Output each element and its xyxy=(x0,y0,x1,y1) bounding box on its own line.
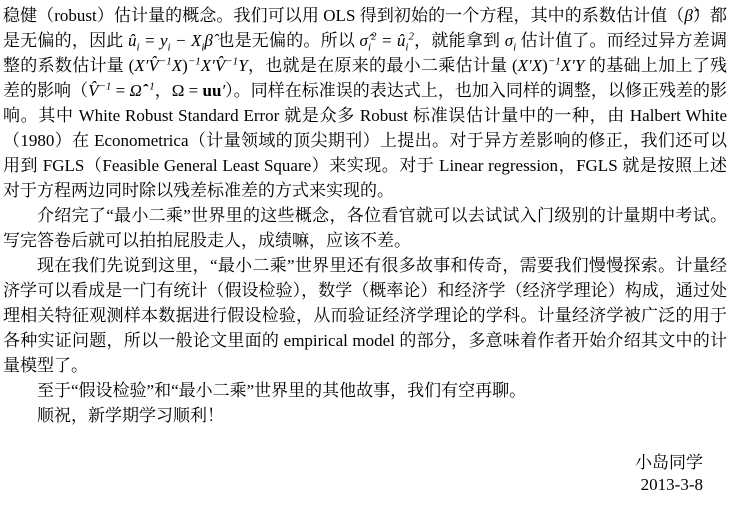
paragraph xyxy=(3,403,727,428)
text-run: X′X xyxy=(517,56,543,75)
text-run: 2 xyxy=(371,30,377,43)
text-run: û xyxy=(127,31,137,50)
text-run: ′ xyxy=(221,81,226,100)
text-run: − X xyxy=(170,31,202,50)
signature-name: 小岛同学 xyxy=(635,453,703,472)
text-run: i xyxy=(136,41,140,54)
text-run: X′Y xyxy=(560,56,585,75)
signature-date: 2013-3-8 xyxy=(640,475,703,494)
text-run: = y xyxy=(139,31,168,50)
text-run: ，Ω = xyxy=(154,81,203,100)
text-run: −1 xyxy=(98,80,112,93)
text-run: 顺祝，新学期学习顺利！ xyxy=(37,406,224,425)
text-run: σ xyxy=(504,31,514,50)
text-run: −1 xyxy=(158,55,172,68)
text-run: = û xyxy=(376,31,406,50)
text-run: ) xyxy=(542,56,548,75)
text-run: i xyxy=(167,41,171,54)
document-body xyxy=(3,3,727,428)
text-run: i xyxy=(513,41,517,54)
text-run: σ̂ xyxy=(359,31,368,50)
text-run: ，就能拿到 xyxy=(413,31,505,50)
text-run: β̂ xyxy=(684,6,693,25)
text-run: 稳健（robust）估计量的概念。我们可以用 OLS 得到初始的一个方程，其中的系数估计值（ xyxy=(3,6,685,25)
text-run: ）都是无偏的，因此 xyxy=(3,6,727,50)
text-run: X′V̂ xyxy=(134,56,159,75)
text-run: ）。同样在标准误的表达式上，也加入同样的调整，以修正残差的影响。其中 White Robust Standard Error 就是众多 Robust 标准误估计量中的一种，由 Halbert White（1980）在 Econometrica（计量领域的顶尖期刊）上提出。对于异方差影响的修正，我们还可以用到 FGLS（Feasible General Least Square）来实现。对于 Linear regression，FGLS 就是按照上述对于方程两边同时除以残差标准差的方式来实现的。 xyxy=(3,81,728,200)
text-run: ) xyxy=(182,56,188,75)
text-run: 估计值了。而经过异方差调整的系数估计量 ( xyxy=(3,31,728,75)
text-run: β̂ xyxy=(204,31,213,50)
text-run: i xyxy=(405,41,409,54)
text-run: 2 xyxy=(408,30,414,43)
text-run: Ω̂ xyxy=(129,81,142,100)
text-run: 的基础上加上了残差的影响（ xyxy=(3,56,727,100)
paragraph xyxy=(3,203,727,253)
text-run: 介绍完了“最小二乘”世界里的这些概念，各位看官就可以去试试入门级别的计量期中考试。写完答卷后就可以拍拍屁股走人，成绩嘛，应该不差。 xyxy=(3,206,727,250)
text-run: −1 xyxy=(225,55,239,68)
text-run: Y xyxy=(238,56,248,75)
text-run: uu xyxy=(202,81,222,100)
text-run: i xyxy=(201,41,205,54)
signature-block xyxy=(3,452,727,496)
paragraph xyxy=(3,253,727,378)
text-run: 也是无偏的。所以 xyxy=(212,31,360,50)
paragraph xyxy=(3,378,727,403)
text-run: X′V̂ xyxy=(200,56,226,75)
text-run: V̂ xyxy=(88,81,99,100)
text-run: 现在我们先说到这里，“最小二乘”世界里还有很多故事和传奇，需要我们慢慢探索。计量经济学可以看成是一门有统计（假设检验），数学（概率论）和经济学（经济学理论）构成，通过处理相关特征观测样本数据进行假设检验，从而验证经济学理论的学科。计量经济学被广泛的用于各种实证问题，所以一般论文里面的 empirical model 的部分，多意味着作者开始介绍其文中的计量模型了。 xyxy=(3,256,727,375)
paragraph xyxy=(3,3,727,203)
text-run: ，也就是在原来的最小二乘估计量 ( xyxy=(247,56,518,75)
text-run: X xyxy=(171,56,183,75)
text-run: −1 xyxy=(141,80,155,93)
text-run: 至于“假设检验”和“最小二乘”世界里的其他故事，我们有空再聊。 xyxy=(37,381,527,400)
text-run: −1 xyxy=(547,55,561,68)
text-run: −1 xyxy=(187,55,201,68)
text-run: i xyxy=(367,41,371,54)
text-run: = xyxy=(111,81,130,100)
